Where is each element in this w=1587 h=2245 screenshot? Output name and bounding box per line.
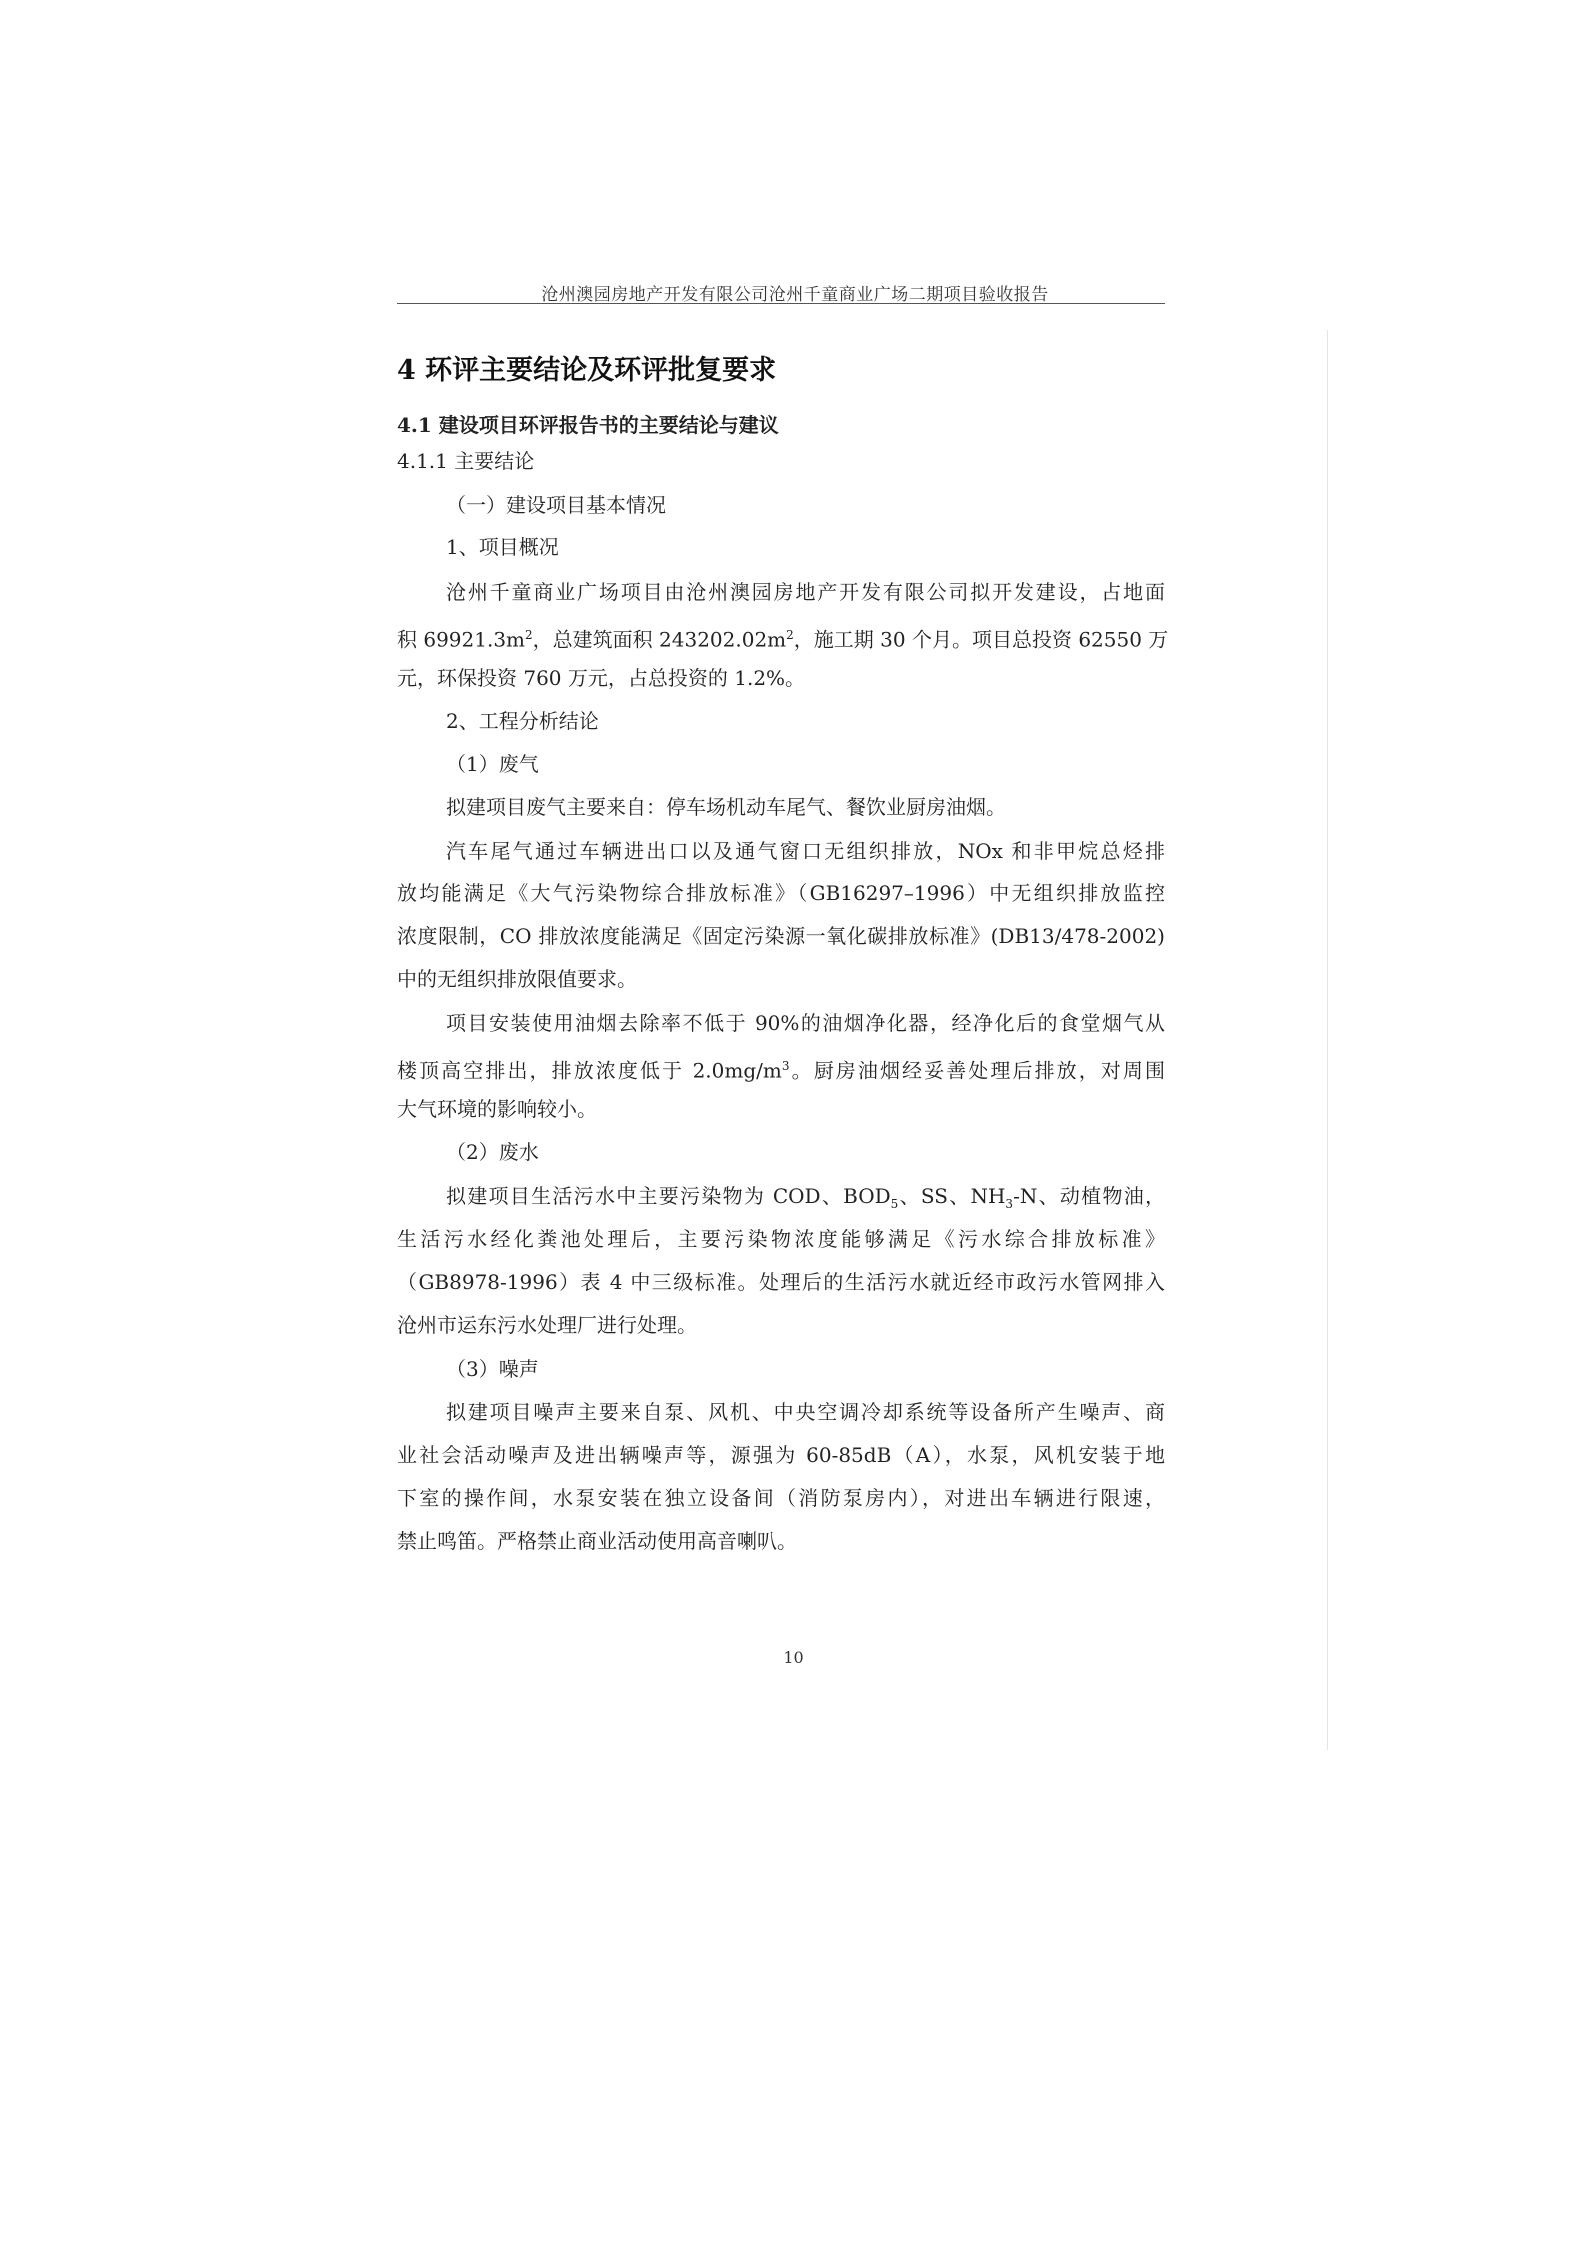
paragraph-line: （GB8978-1996）表 4 中三级标准。处理后的生活污水就近经市政污水管网排入: [397, 1270, 1165, 1294]
paragraph-line: 大气环境的影响较小。: [397, 1097, 597, 1121]
paragraph-line: 放均能满足《大气污染物综合排放标准》（GB16297–1996）中无组织排放监控: [397, 881, 1165, 905]
paragraph-line: 业社会活动噪声及进出辆噪声等，源强为 60-85dB（A），水泵，风机安装于地: [397, 1443, 1165, 1467]
subheading-waste-gas: （1）废气: [446, 752, 539, 776]
section-heading: 4.1 建设项目环评报告书的主要结论与建议: [397, 413, 779, 437]
paragraph-line: 生活污水经化粪池处理后，主要污染物浓度能够满足《污水综合排放标准》: [397, 1227, 1165, 1251]
paragraph-line: 积 $69921.3m^2$，总建筑面积 $243202.02m^2$，施工期 30 个月。项目总投资 62550 万: [397, 627, 1169, 652]
paragraph-line: 楼顶高空排出，排放浓度低于 $2.0mg/m^3$。厨房油烟经妥善处理后排放，对周围: [397, 1058, 1166, 1083]
subsection-heading: 4.1.1 主要结论: [397, 449, 535, 473]
paragraph-line: 沧州千童商业广场项目由沧州澳园房地产开发有限公司拟开发建设，占地面: [446, 580, 1165, 604]
paragraph-line: 浓度限制，CO 排放浓度能满足《固定污染源一氧化碳排放标准》(DB13/478-2002): [397, 924, 1165, 948]
subheading-wastewater: （2）废水: [446, 1140, 539, 1164]
running-header: 沧州澳园房地产开发有限公司沧州千童商业广场二期项目验收报告: [541, 285, 1049, 305]
paragraph-line: 拟建项目生活污水中主要污染物为 COD、$BOD_5$、SS、$NH_3-N$、动植物油，: [446, 1184, 1166, 1211]
paragraph-line: 沧州市运东污水处理厂进行处理。: [397, 1313, 697, 1337]
paragraph-line: 下室的操作间，水泵安装在独立设备间（消防泵房内），对进出车辆进行限速，: [397, 1486, 1165, 1510]
paragraph-line: 拟建项目废气主要来自：停车场机动车尾气、餐饮业厨房油烟。: [446, 795, 1006, 819]
paragraph-line: 中的无组织排放限值要求。: [397, 967, 637, 991]
chapter-heading: 4 环评主要结论及环评批复要求: [397, 355, 777, 386]
subheading-noise: （3）噪声: [446, 1357, 539, 1381]
subheading-basic-info: （一）建设项目基本情况: [446, 493, 666, 517]
scan-edge-line: [1327, 330, 1328, 1750]
item-project-overview: 1、项目概况: [446, 535, 559, 559]
paragraph-line: 汽车尾气通过车辆进出口以及通气窗口无组织排放，NOx 和非甲烷总烃排: [446, 839, 1165, 863]
paragraph-line: 项目安装使用油烟去除率不低于 90%的油烟净化器，经净化后的食堂烟气从: [446, 1011, 1165, 1035]
paragraph-line: 元，环保投资 760 万元，占总投资的 1.2%。: [397, 666, 806, 690]
header-divider: [397, 303, 1165, 304]
paragraph-line: 拟建项目噪声主要来自泵、风机、中央空调冷却系统等设备所产生噪声、商: [446, 1400, 1165, 1424]
item-engineering-analysis: 2、工程分析结论: [446, 709, 599, 733]
paragraph-line: 禁止鸣笛。严格禁止商业活动使用高音喇叭。: [397, 1529, 797, 1553]
page-number: 10: [783, 1648, 804, 1667]
